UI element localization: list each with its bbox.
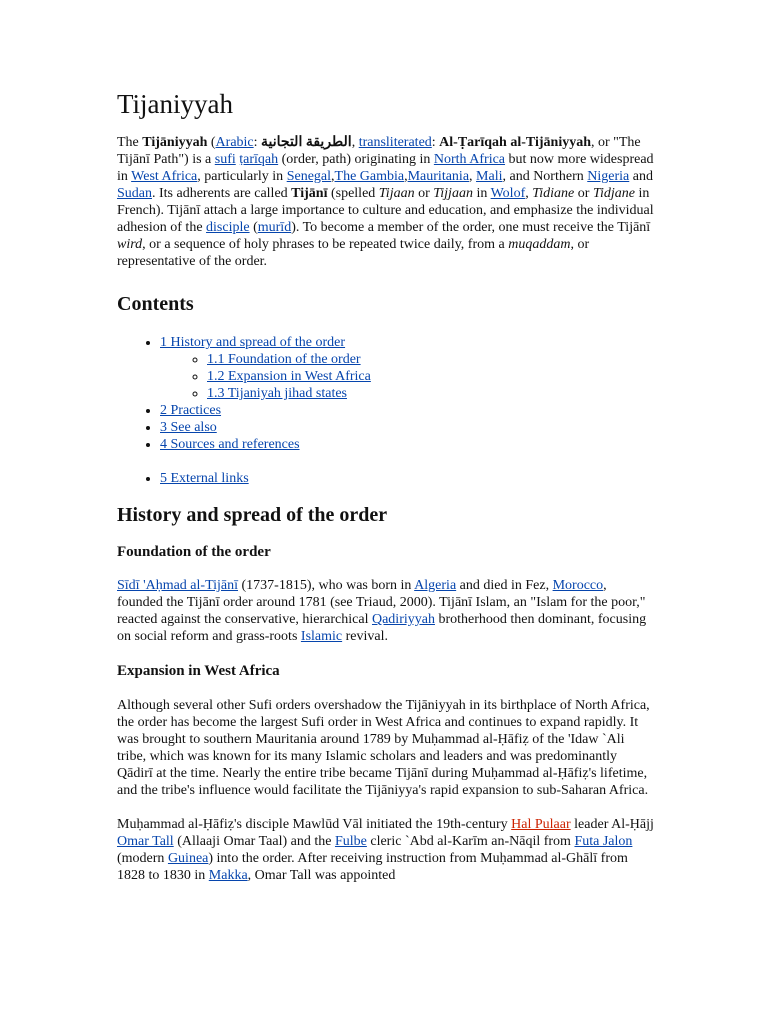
toc-item bbox=[160, 402, 654, 419]
toc-item bbox=[160, 436, 654, 453]
text: , Omar Tall was appointed bbox=[247, 868, 396, 883]
toc-list bbox=[117, 334, 654, 487]
bold-term: Tijāniyyah bbox=[142, 135, 208, 150]
text: : bbox=[253, 135, 262, 150]
text: (order, path) originating in bbox=[278, 152, 434, 167]
text: ) into the order. After receiving instruction from Muḥammad al-Ghālī from 1828 to 1830 in bbox=[117, 851, 628, 883]
italic-term: Tijaan bbox=[378, 186, 415, 201]
italic-term: Tidiane bbox=[532, 186, 575, 201]
history-heading: History and spread of the order bbox=[117, 504, 388, 526]
text: (1737-1815), who was born in bbox=[238, 578, 415, 593]
bold-term: Al-Ṭarīqah al-Tijāniyyah bbox=[439, 135, 591, 150]
toc-link-sources[interactable]: 4 Sources and references bbox=[160, 437, 300, 452]
link-the-gambia[interactable]: The Gambia bbox=[334, 169, 405, 184]
text: brotherhood then dominant, focusing on social reform and grass-roots bbox=[117, 612, 647, 644]
toc-item bbox=[160, 419, 654, 436]
link-mauritania[interactable]: Mauritania bbox=[407, 169, 470, 184]
text: The bbox=[117, 135, 143, 150]
text: and died in Fez, bbox=[456, 578, 553, 593]
foundation-heading: Foundation of the order bbox=[117, 544, 271, 560]
text: , bbox=[351, 135, 359, 150]
expansion-paragraph-1: Although several other Sufi orders overshadow the Tijāniyyah in its birthplace of North Africa, the order has become the largest Sufi order in West Africa and continues to expand rapidly. It was brought to southern Mauritania around 1789 by Muḥammad al-Ḥāfiẓ of the 'Idaw `Ali tribe, which was known for its many Islamic scholars and leaders and was predominantly Qādirī at the time. Nearly the entire tribe became Tijānī during Muḥammad al-Ḥāfiẓ's lifetime, and the tribe's influence would facilitate the Tijāniyya's rapid expansion to sub-Saharan Africa. bbox=[117, 698, 650, 798]
toc-item bbox=[160, 334, 654, 402]
text: : bbox=[431, 135, 440, 150]
text: , founded the Tijānī order around 1781 (see Triaud, 2000). Tijānī Islam, an "Islam for the poor," reacted against the conservative, hierarchical bbox=[117, 578, 646, 627]
text: or bbox=[414, 186, 434, 201]
link-transliterated[interactable]: transliterated bbox=[358, 135, 432, 150]
link-wolof[interactable]: Wolof bbox=[490, 186, 526, 201]
text: Muḥammad al-Ḥāfiẓ's disciple Mawlūd Vāl initiated the 19th-century bbox=[117, 817, 512, 832]
page-title: Tijaniyyah bbox=[117, 89, 234, 119]
link-murid[interactable]: murīd bbox=[257, 220, 292, 235]
text: and bbox=[629, 169, 653, 184]
text: (modern bbox=[117, 851, 168, 866]
article-body bbox=[117, 88, 654, 884]
link-islamic[interactable]: Islamic bbox=[300, 629, 343, 644]
link-omar-tall[interactable]: Omar Tall bbox=[117, 834, 174, 849]
link-senegal[interactable]: Senegal bbox=[286, 169, 332, 184]
text: , or representative of the order. bbox=[117, 237, 590, 269]
link-futa-jalon[interactable]: Futa Jalon bbox=[574, 834, 633, 849]
text: , and Northern bbox=[502, 169, 588, 184]
toc-link-external-links[interactable]: 5 External links bbox=[160, 471, 249, 486]
toc-subitem bbox=[207, 351, 654, 368]
foundation-paragraph bbox=[117, 577, 654, 645]
text: , bbox=[525, 186, 533, 201]
link-nigeria[interactable]: Nigeria bbox=[587, 169, 630, 184]
text: in French). Tijānī attach a large importance to culture and education, and emphasize the individual adhesion of the bbox=[117, 186, 654, 235]
toc-sublist bbox=[160, 351, 654, 402]
bold-term: Tijānī bbox=[291, 186, 328, 201]
toc-link-jihad-states[interactable]: 1.3 Tijaniyah jihad states bbox=[207, 386, 347, 401]
text: , bbox=[469, 169, 477, 184]
toc-link-practices[interactable]: 2 Practices bbox=[160, 403, 222, 418]
text: but now more widespread in bbox=[117, 152, 654, 184]
link-morocco[interactable]: Morocco bbox=[552, 578, 604, 593]
toc-link-see-also[interactable]: 3 See also bbox=[160, 420, 217, 435]
expansion-heading: Expansion in West Africa bbox=[117, 663, 280, 679]
text: . Its adherents are called bbox=[152, 186, 292, 201]
text: or bbox=[574, 186, 593, 201]
expansion-paragraph-2 bbox=[117, 816, 654, 884]
text: leader Al-Ḥājj bbox=[570, 817, 654, 832]
text: (Allaaji Omar Taal) and the bbox=[173, 834, 335, 849]
link-arabic[interactable]: Arabic bbox=[215, 135, 254, 150]
intro-paragraph bbox=[117, 134, 654, 270]
link-north-africa[interactable]: North Africa bbox=[433, 152, 506, 167]
text: , bbox=[331, 169, 335, 184]
text: , bbox=[404, 169, 408, 184]
text: cleric `Abd al-Karīm an-Nāqil from bbox=[366, 834, 575, 849]
text: revival. bbox=[342, 629, 388, 644]
link-sufi[interactable]: sufi bbox=[214, 152, 236, 167]
table-of-contents bbox=[117, 334, 654, 487]
text: , or "The Tijānī Path") is a bbox=[117, 135, 641, 167]
italic-term: muqaddam bbox=[508, 237, 571, 252]
link-fulbe[interactable]: Fulbe bbox=[334, 834, 367, 849]
text: ( bbox=[207, 135, 216, 150]
link-tariqah[interactable]: ṭarīqah bbox=[239, 152, 279, 167]
text: ). To become a member of the order, one must receive the Tijānī bbox=[291, 220, 651, 235]
link-disciple[interactable]: disciple bbox=[206, 220, 250, 235]
link-sudan[interactable]: Sudan bbox=[117, 186, 152, 201]
italic-term: Tidjane bbox=[592, 186, 635, 201]
link-qadiriyyah[interactable]: Qadiriyyah bbox=[371, 612, 435, 627]
link-sidi-ahmad[interactable]: Sīdī 'Aḥmad al-Tijānī bbox=[117, 578, 239, 593]
link-guinea[interactable]: Guinea bbox=[167, 851, 209, 866]
toc-subitem bbox=[207, 368, 654, 385]
link-hal-pulaar[interactable]: Hal Pulaar bbox=[511, 817, 571, 832]
arabic-name: الطريقة التجانية bbox=[261, 135, 352, 150]
toc-link-foundation[interactable]: 1.1 Foundation of the order bbox=[207, 352, 361, 367]
toc-link-history[interactable]: 1 History and spread of the order bbox=[160, 335, 346, 350]
italic-term: wird bbox=[117, 237, 143, 252]
text: , particularly in bbox=[197, 169, 287, 184]
toc-subitem bbox=[207, 385, 654, 402]
link-west-africa[interactable]: West Africa bbox=[131, 169, 198, 184]
italic-term: Tijjaan bbox=[433, 186, 473, 201]
link-algeria[interactable]: Algeria bbox=[414, 578, 457, 593]
text: in bbox=[472, 186, 491, 201]
contents-heading: Contents bbox=[117, 293, 194, 315]
toc-item bbox=[160, 470, 654, 487]
link-makka[interactable]: Makka bbox=[208, 868, 248, 883]
toc-link-expansion[interactable]: 1.2 Expansion in West Africa bbox=[207, 369, 371, 384]
text: , or a sequence of holy phrases to be repeated twice daily, from a bbox=[142, 237, 509, 252]
link-mali[interactable]: Mali bbox=[476, 169, 503, 184]
text: ( bbox=[249, 220, 258, 235]
text: (spelled bbox=[327, 186, 379, 201]
